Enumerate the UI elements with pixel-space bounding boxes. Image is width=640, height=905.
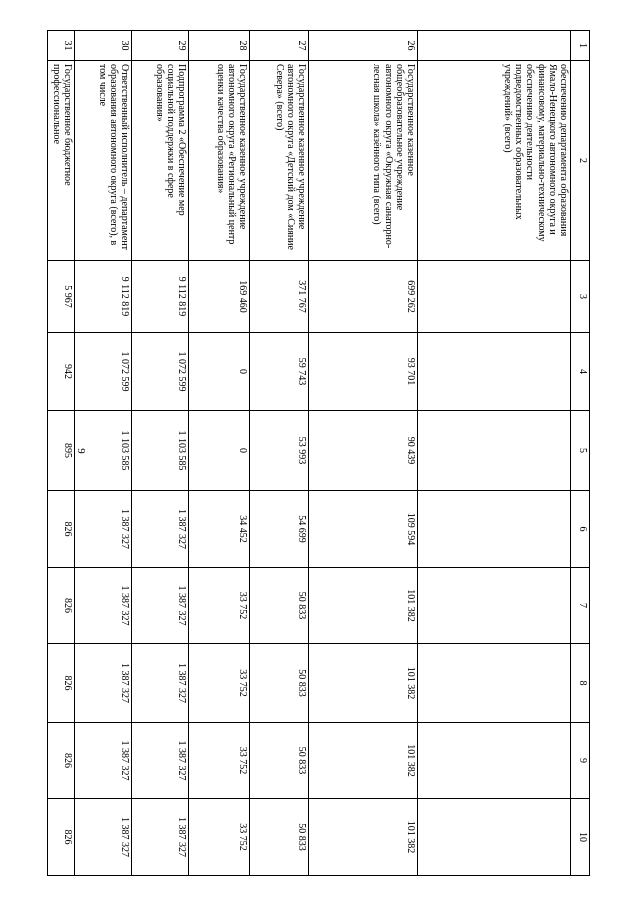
row-description: обеспечению департамента образования Ямало-Ненецкого автономного округа и финансовому, материально-техническому обеспечению деятельности подведомственных образовательных учреждений» (всего) (418, 61, 571, 261)
cell-value: 1 103 585 (132, 411, 189, 491)
cell-value: 33 752 (189, 799, 250, 876)
cell-value: 101 382 (309, 644, 418, 723)
cell-value: 1 072 599 (75, 333, 132, 411)
cell-value (418, 644, 571, 723)
row-index: 29 (132, 31, 189, 61)
cell-value: 826 (48, 799, 75, 876)
row-description: Государственное казенное учреждение автономного округа «Региональный центр оценки качества образования» (189, 61, 250, 261)
cell-value: 1 387 327 (75, 491, 132, 568)
column-header: 10 (571, 799, 590, 876)
budget-table (47, 30, 590, 876)
cell-value: 33 752 (189, 723, 250, 799)
column-header: 1 (571, 31, 590, 61)
table-row (48, 31, 75, 876)
cell-value: 0 (189, 333, 250, 411)
rotated-page (50, 30, 590, 875)
cell-value: 59 743 (250, 333, 309, 411)
cell-value: 826 (48, 723, 75, 799)
cell-value: 942 (48, 333, 75, 411)
table-row (75, 31, 132, 876)
cell-value: 699 262 (309, 261, 418, 333)
row-index (418, 31, 571, 61)
cell-value (418, 333, 571, 411)
row-description: Ответственный исполнитель – департамент образования автономного округа (всего), в том числе (75, 61, 132, 261)
column-header: 6 (571, 491, 590, 568)
row-index: 31 (48, 31, 75, 61)
row-index: 30 (75, 31, 132, 61)
column-header: 9 (571, 723, 590, 799)
column-header: 4 (571, 333, 590, 411)
cell-value: 895 (48, 411, 75, 491)
cell-value: 1 072 599 (132, 333, 189, 411)
cell-value: 109 594 (309, 491, 418, 568)
cell-value: 371 767 (250, 261, 309, 333)
cell-value: 826 (48, 568, 75, 644)
cell-value (418, 411, 571, 491)
column-header: 7 (571, 568, 590, 644)
row-description: Государственное казенное общеобразовательное учреждение автономного округа «Окружная санаторно-лесная школа» казённого типа (всего) (309, 61, 418, 261)
row-description: Подпрограмма 2 «Обеспечение мер социальной поддержки в сфере образования» (132, 61, 189, 261)
column-header: 2 (571, 61, 590, 261)
cell-value: 826 (48, 491, 75, 568)
cell-value: 53 993 (250, 411, 309, 491)
cell-value: 1 103 585 (75, 411, 132, 491)
table-row (309, 31, 418, 876)
cell-value: 93 701 (309, 333, 418, 411)
row-index: 27 (250, 31, 309, 61)
cell-value: 1 387 327 (132, 568, 189, 644)
cell-value (418, 568, 571, 644)
cell-value: 90 439 (309, 411, 418, 491)
cell-value (418, 723, 571, 799)
row-description: Государственное бюджетное профессиональное (48, 61, 75, 261)
cell-value (418, 491, 571, 568)
cell-value: 5 967 (48, 261, 75, 333)
cell-value: 1 387 327 (132, 799, 189, 876)
cell-value: 1 387 327 (75, 644, 132, 723)
row-index: 28 (189, 31, 250, 61)
cell-value: 169 460 (189, 261, 250, 333)
page-number: 9 (74, 448, 87, 454)
column-header: 8 (571, 644, 590, 723)
header-row (571, 31, 590, 876)
table-row (418, 31, 571, 876)
table-row (189, 31, 250, 876)
column-header: 5 (571, 411, 590, 491)
table-row (250, 31, 309, 876)
row-index: 26 (309, 31, 418, 61)
cell-value: 826 (48, 644, 75, 723)
cell-value: 1 387 327 (132, 491, 189, 568)
cell-value: 50 833 (250, 723, 309, 799)
cell-value: 0 (189, 411, 250, 491)
cell-value: 9 112 819 (132, 261, 189, 333)
cell-value: 54 699 (250, 491, 309, 568)
cell-value: 50 833 (250, 644, 309, 723)
cell-value: 1 387 327 (75, 723, 132, 799)
column-header: 3 (571, 261, 590, 333)
cell-value: 101 382 (309, 799, 418, 876)
cell-value: 101 382 (309, 568, 418, 644)
cell-value: 101 382 (309, 723, 418, 799)
cell-value (418, 799, 571, 876)
cell-value (418, 261, 571, 333)
row-description: Государственное казенное учреждение автономного округа «Детский дом «Сияние Севера» (всего) (250, 61, 309, 261)
cell-value: 50 833 (250, 799, 309, 876)
cell-value: 1 387 327 (75, 799, 132, 876)
cell-value: 1 387 327 (75, 568, 132, 644)
cell-value: 9 112 819 (75, 261, 132, 333)
cell-value: 50 833 (250, 568, 309, 644)
cell-value: 33 752 (189, 568, 250, 644)
cell-value: 1 387 327 (132, 644, 189, 723)
cell-value: 33 752 (189, 644, 250, 723)
table-row (132, 31, 189, 876)
cell-value: 34 452 (189, 491, 250, 568)
cell-value: 1 387 327 (132, 723, 189, 799)
